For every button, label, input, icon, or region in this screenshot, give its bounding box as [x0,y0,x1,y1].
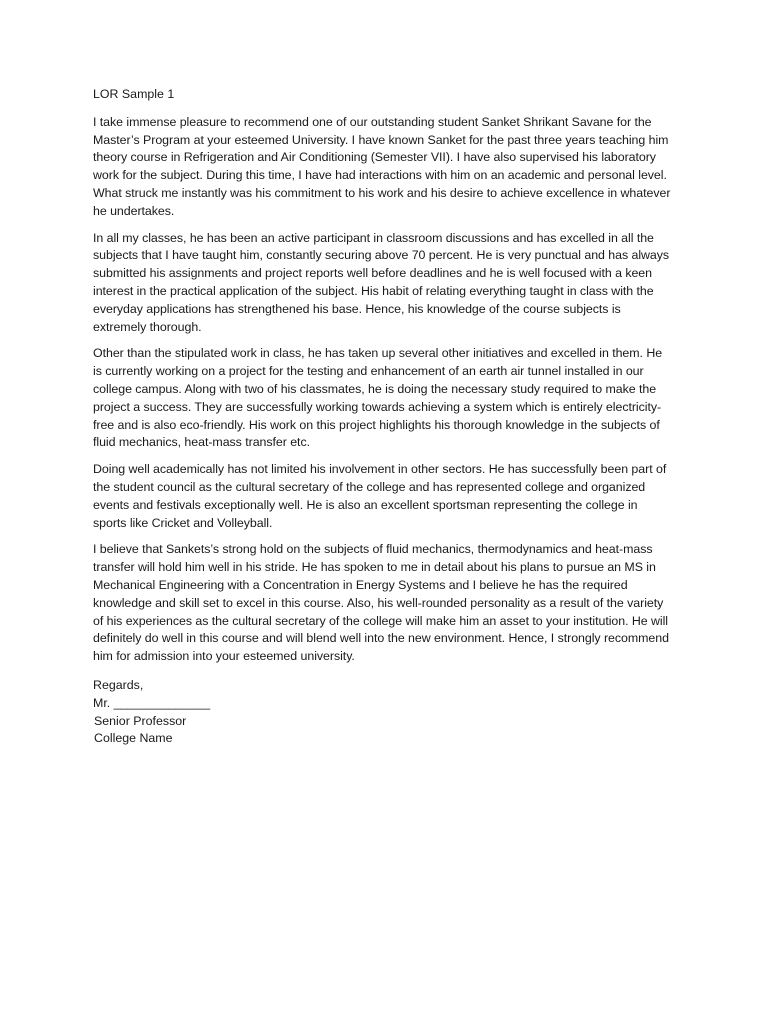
signatory-title: Senior Professor [94,713,187,728]
paragraph-recommendation: I believe that Sankets’s strong hold on the subjects of fluid mechanics, thermodynamics and heat-mass transfer will hold him well in his stride. He has spoken to me in detail about his plans to pursue an MS in Mechanical Engineering with a Concentration in Energy Systems and I believe he has the required knowledge and skill set to excel in this course. Also, his well-rounded personality as a result of the variety of his experiences as the cultural secretary of the college will make him an asset to your institution. He will definitely do well in this course and will blend well into the new environment. Hence, I strongly recommend him for admission into your esteemed university. [93,542,669,664]
letter-page [93,86,671,748]
letter-closing [93,677,671,748]
signatory-institution: College Name [94,731,173,746]
paragraph-initiatives: Other than the stipulated work in class, he has taken up several other initiatives and excelled in them. He is currently working on a project for the testing and enhancement of an earth air tunnel installed in our college campus. Along with two of his classmates, he is doing the necessary study required to make the project a success. They are successfully working towards achieving a system which is entirely electricity-free and is also eco-friendly. His work on this project highlights his thorough knowledge in the subjects of fluid mechanics, heat-mass transfer etc. [93,346,663,450]
paragraph-extracurricular: Doing well academically has not limited his involvement in other sectors. He has successfully been part of the student council as the cultural secretary of the college and has represented college and organized events and festivals exceptionally well. He is also an excellent sportsman representing the college in sports like Cricket and Volleyball. [93,462,667,530]
closing-salutation: Regards, [93,677,144,692]
paragraph-academics: In all my classes, he has been an active participant in classroom discussions and has excelled in all the subjects that I have taught him, constantly securing above 70 percent. He is very punctual and has always submitted his assignments and project reports well before deadlines and he is well focused with a keen interest in the practical application of the subject. His habit of relating everything taught in class with the everyday applications has strengthened his base. Hence, his knowledge of the course subjects is extremely thorough. [93,230,670,334]
signatory-name: Mr. ______________ [93,695,211,710]
paragraph-introduction: I take immense pleasure to recommend one of our outstanding student Sanket Shrikant Savane for the Master’s Program at your esteemed University. I have known Sanket for the past three years teaching him theory course in Refrigeration and Air Conditioning (Semester VII). I have also supervised his laboratory work for the subject. During this time, I have had interactions with him on an academic and personal level. What struck me instantly was his commitment to his work and his desire to achieve excellence in whatever he undertakes. [93,114,671,218]
document-heading: LOR Sample 1 [93,87,175,101]
